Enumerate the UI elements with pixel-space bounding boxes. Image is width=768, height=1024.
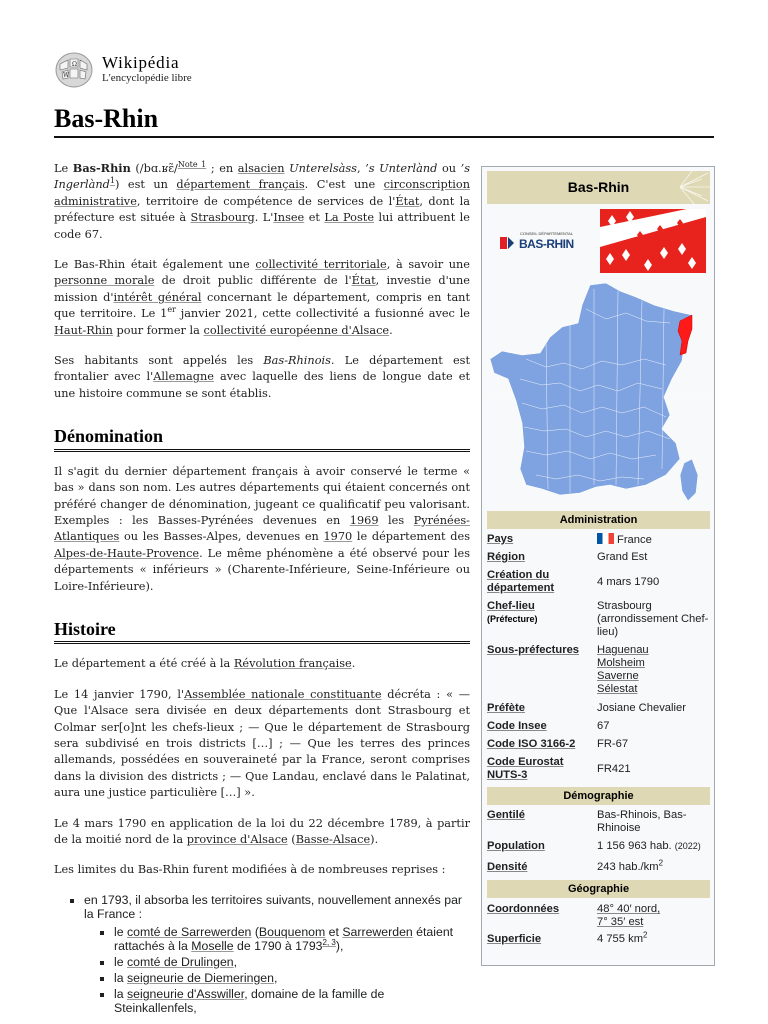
note-1-link[interactable]: Note 1 bbox=[177, 160, 207, 170]
alpes-de-haute-provence-link[interactable]: Alpes-de-Haute-Provence bbox=[54, 546, 200, 560]
collectivite-territoriale-link[interactable]: collectivité territoriale bbox=[255, 258, 387, 272]
code-insee-value: 67 bbox=[597, 720, 610, 732]
population-year: (2022) bbox=[674, 841, 701, 851]
intro-paragraph-2: Le Bas-Rhin était également une collectivité territoriale, à savoir une personne morale de droit public différente de l'État, investie d'une mission d'intérêt général concernant le département, compris en tant que territoire. Le 1er janvier 2021, cette collectivité a fusionné avec le Haut-Rhin pour former la collectivité européenne d'Alsace. bbox=[54, 258, 470, 337]
alsacien-link[interactable]: alsacien bbox=[237, 162, 285, 175]
comte-sarrewerden-link[interactable]: comté de Sarrewerden bbox=[127, 924, 252, 939]
assemblee-constituante-link[interactable]: Assemblée nationale constituante bbox=[184, 687, 382, 701]
population-value: 1 156 963 hab. bbox=[597, 840, 672, 852]
code-iso-value: FR-67 bbox=[597, 738, 629, 750]
seigneurie-diemeringen-link[interactable]: seigneurie de Diemeringen bbox=[127, 970, 274, 985]
personne-morale-link[interactable]: personne morale bbox=[54, 274, 155, 288]
infobox-title: Bas-Rhin bbox=[487, 171, 710, 204]
list-item: ▪ en 1793, il absorba les territoires suivants, nouvellement annexés par la France : ▪ le comté de Sarrewerden (Bouquenom et Sarrewerden étaient rattachés à la Moselle de 1790 à 1793$^{2, 3}$), ▪ le comté de Drulingen, ▪ la seigneurie de Diemeringen, ▪ la seigneurie d'Asswiller, domaine de la famille de Steinkallenfels, bbox=[84, 893, 470, 1015]
basse-alsace-link[interactable]: Basse-Alsace bbox=[295, 833, 371, 846]
limits-list bbox=[84, 893, 470, 1015]
heading-histoire: Histoire bbox=[54, 621, 470, 644]
province-alsace-link[interactable]: province d'Alsace bbox=[186, 833, 288, 846]
region-label[interactable]: Région bbox=[487, 551, 525, 563]
circonscription-link[interactable]: circonscription administrative bbox=[54, 178, 470, 208]
infobox: Bas-Rhin CONSEIL DÉPARTEMENTAL BAS-RHIN Administration Pays France Région Grand Est Création du département 4 mars 1790 Chef-lieu (Préfecture) Strasbourg (arrondissement Chef-lieu) Sous-préfectures Haguenau Molsheim Saverne Sélestat Préfète Josiane Chevalier Code Insee 67 Code ISO 3166-2 FR-67 Code Eurostat NUTS-3 FR421 Démographie Gentilé Bas-Rhinois, Bas-Rhinoise Population 1 156 963 hab. (2022) Densité 243 $hab./km^2$ Géographie Coordonnées 48° 40′ nord, 7° 35′ est Superficie 4 755 $km^2$ bbox=[481, 166, 715, 966]
etat-link-2[interactable]: État bbox=[351, 274, 376, 288]
allemagne-link[interactable]: Allemagne bbox=[153, 370, 214, 384]
chef-lieu-label[interactable]: Chef-lieu bbox=[487, 600, 535, 612]
svg-text:Ω: Ω bbox=[72, 61, 77, 68]
histoire-paragraph-2: Le 14 janvier 1790, l'Assemblée nationale constituante décréta : « — Que l'Alsace sera divisée en deux départements dont Strasbourg et Colmar ser[o]nt les chefs-lieux ; — Que le département de Strasbourg sera subdivisé en trois districts […] ; — Que les terres des princes allemands, possédées en souveraineté par la France, seront comprises dans la division des districts ; — Que Landau, enclavé dans le Palatinat, aura une justice particulière […] ». bbox=[54, 687, 470, 800]
pays-label[interactable]: Pays bbox=[487, 533, 514, 545]
interet-general-link[interactable]: intérêt général bbox=[113, 290, 202, 304]
ref-1-link[interactable]: 1 bbox=[109, 176, 116, 186]
saverne-link[interactable]: Saverne bbox=[597, 670, 639, 682]
code-insee-label[interactable]: Code Insee bbox=[487, 720, 547, 732]
seigneurie-asswiller-link[interactable]: seigneurie d'Asswiller bbox=[127, 986, 245, 1001]
prefete-value: Josiane Chevalier bbox=[597, 702, 686, 714]
histoire-paragraph-4: Les limites du Bas-Rhin furent modifiées à de nombreuses reprises : bbox=[54, 863, 446, 877]
list-item: ▪ le comté de Sarrewerden (Bouquenom et Sarrewerden étaient rattachés à la Moselle de 1790 à 1793$^{2, 3}$), bbox=[114, 925, 470, 953]
haut-rhin-link[interactable]: Haut-Rhin bbox=[54, 323, 113, 337]
intro-paragraph-1: Le Bas-Rhin (/bɑ.ʁɛ̃/$^{Note 1}$ ; en alsacien Unterelsàss, ’s Unterlànd ou ’s Ingerlànd$^1$) est un département français. C'est une circonscription administrative, territoire de compétence de services de l'État, dont la préfecture est située à Strasbourg. L'Insee et La Poste lui attribuent le code 67. bbox=[54, 160, 471, 241]
sarrewerden-link[interactable]: Sarrewerden bbox=[342, 924, 413, 939]
svg-text:W: W bbox=[63, 72, 70, 79]
moselle-link[interactable]: Moselle bbox=[191, 938, 234, 953]
prefete-label[interactable]: Préfète bbox=[487, 702, 525, 714]
wikipedia-globe-icon bbox=[54, 52, 94, 88]
title-divider bbox=[54, 136, 714, 138]
insee-link[interactable]: Insee bbox=[273, 211, 305, 225]
france-location-map[interactable] bbox=[486, 279, 712, 511]
bouquenom-link[interactable]: Bouquenom bbox=[258, 924, 326, 939]
denomination-paragraph: Il s'agit du dernier département français à avoir conservé le terme « bas » dans son nom. Les autres départements qui étaient concernés ont préféré changer de dénomination, jugeant ce qualificatif peu valorisant. Exemples : les Basses-Pyrénées devenues en 1969 les Pyrénées-Atlantiques ou les Basses-Alpes, devenues en 1970 le département des Alpes-de-Haute-Provence. Le même phénomène a été observé pour les départements « inférieurs » (Charente-Inférieure, Seine-Inférieure ou Loire-Inférieure). bbox=[54, 464, 471, 593]
selestat-link[interactable]: Sélestat bbox=[597, 683, 638, 695]
logo-caption: CONSEIL DÉPARTEMENTAL bbox=[520, 231, 573, 236]
departement-logo[interactable] bbox=[497, 229, 587, 257]
superficie-value: 4 755 km bbox=[597, 933, 644, 945]
nuts-3-label[interactable]: NUTS-3 bbox=[487, 769, 528, 781]
section-demographie: Démographie bbox=[487, 787, 710, 805]
sous-prefectures-label[interactable]: Sous-préfectures bbox=[487, 644, 580, 656]
nuts-value: FR421 bbox=[597, 763, 631, 775]
code-eurostat-label[interactable]: Code Eurostat bbox=[487, 756, 564, 768]
wikipedia-tagline: L'encyclopédie libre bbox=[102, 72, 192, 84]
creation-label[interactable]: Création du département bbox=[487, 569, 555, 594]
departement-francais-link[interactable]: département français bbox=[176, 178, 305, 192]
superficie-label[interactable]: Superficie bbox=[487, 933, 542, 945]
section-administration: Administration bbox=[487, 511, 710, 529]
france-link[interactable]: France bbox=[617, 534, 652, 546]
ref-2-3-link[interactable]: 2, 3 bbox=[322, 937, 336, 947]
link-1970[interactable]: 1970 bbox=[323, 530, 353, 544]
histoire-paragraph-1: Le département a été créé à la Révolution française. bbox=[54, 657, 356, 671]
page-title: Bas-Rhin bbox=[54, 104, 159, 133]
wikipedia-wordmark: Wikipédia bbox=[102, 53, 180, 72]
gentile-value: Bas-Rhinois, Bas-Rhinoise bbox=[597, 809, 687, 834]
infobox-title-ornament bbox=[650, 171, 710, 204]
collectivite-europeenne-alsace-link[interactable]: collectivité européenne d'Alsace bbox=[203, 323, 390, 337]
gentile-label[interactable]: Gentilé bbox=[487, 809, 525, 821]
intro-paragraph-3: Ses habitants sont appelés les Bas-Rhinois. Le département est frontalier avec l'Allemagne avec laquelle des liens de longue date et une histoire commune se sont établis. bbox=[54, 354, 470, 400]
list-item: ▪ la seigneurie d'Asswiller, domaine de la famille de Steinkallenfels, bbox=[114, 987, 470, 1015]
grand-est-link[interactable]: Grand Est bbox=[597, 551, 648, 563]
link-1969[interactable]: 1969 bbox=[349, 513, 379, 527]
densite-label[interactable]: Densité bbox=[487, 861, 528, 873]
strasbourg-prefecture-link[interactable]: Strasbourg bbox=[597, 600, 652, 612]
heading-denomination: Dénomination bbox=[54, 428, 470, 451]
creation-value: 4 mars 1790 bbox=[597, 576, 660, 588]
la-poste-link[interactable]: La Poste bbox=[324, 211, 375, 225]
coat-of-arms-flag-icon[interactable] bbox=[600, 209, 706, 273]
molsheim-link[interactable]: Molsheim bbox=[597, 657, 645, 669]
term-bas-rhin: Bas-Rhin bbox=[72, 161, 131, 175]
list-item: ▪ le comté de Drulingen, bbox=[114, 955, 470, 969]
wikipedia-logo[interactable] bbox=[54, 50, 254, 90]
strasbourg-link[interactable]: Strasbourg bbox=[190, 211, 255, 225]
population-label[interactable]: Population bbox=[487, 840, 545, 852]
comte-drulingen-link[interactable]: comté de Drulingen bbox=[127, 954, 234, 969]
infobox-images bbox=[487, 207, 710, 283]
coordonnees-link[interactable]: 48° 40′ nord, 7° 35′ est bbox=[597, 903, 661, 928]
revolution-francaise-link[interactable]: Révolution française bbox=[233, 657, 352, 671]
haguenau-link[interactable]: Haguenau bbox=[597, 644, 649, 656]
etat-link[interactable]: État bbox=[395, 194, 420, 208]
densite-value: 243 hab./km bbox=[597, 861, 659, 873]
conseil-departemental-logo-icon bbox=[497, 233, 517, 253]
logo-text: BAS-RHIN bbox=[519, 237, 574, 251]
article-body bbox=[54, 160, 470, 1017]
list-item: ▪ la seigneurie de Diemeringen, bbox=[114, 971, 470, 985]
section-geographie: Géographie bbox=[487, 880, 710, 898]
sub-list bbox=[114, 925, 470, 1015]
histoire-paragraph-3: Le 4 mars 1790 en application de la loi du 22 décembre 1789, à partir de la moitié nord de la province d'Alsace (Basse-Alsace). bbox=[54, 816, 470, 846]
corsica-shape bbox=[680, 459, 698, 501]
pyrenees-atlantiques-link[interactable]: Pyrénées-Atlantiques bbox=[54, 513, 471, 544]
coordonnees-label[interactable]: Coordonnées bbox=[487, 903, 560, 915]
code-iso-label[interactable]: Code ISO 3166-2 bbox=[487, 738, 576, 750]
france-flag-icon bbox=[597, 533, 614, 544]
